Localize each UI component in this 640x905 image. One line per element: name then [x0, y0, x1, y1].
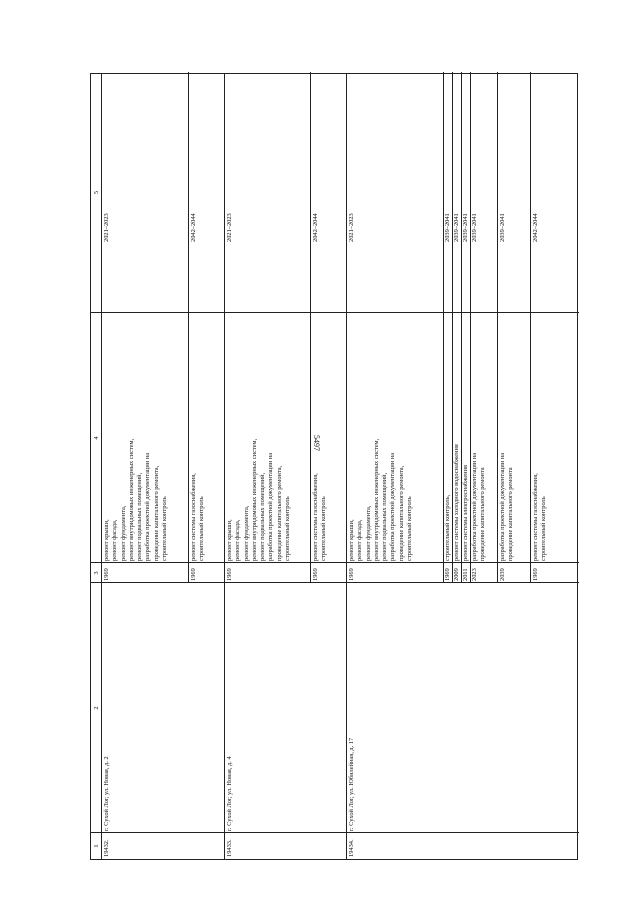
entry-year: 1969: [226, 568, 233, 581]
entry-period: 2021–2023: [103, 213, 110, 242]
entry-period: 2042–2044: [532, 213, 539, 242]
entry-year: 2011: [462, 568, 469, 581]
entry-works: ремонт крыши, ремонт фасада, ремонт фундамента, ремонт внутридомовых инженерных систем, ремонт подвальных помещений, разработка проектной документации на проведение капитального ремонта, строительный контроль: [226, 438, 292, 561]
header-row: [91, 74, 102, 859]
entry-year: 1969: [312, 568, 319, 581]
rotated-page: [90, 73, 578, 860]
header-cell-5: 5: [93, 190, 100, 195]
entry-period: 2039–2041: [471, 213, 478, 242]
entry-works: ремонт крыши, ремонт фасада, ремонт фундамента, ремонт внутридомовых инженерных систем, ремонт подвальных помещений, разработка проектной документации на проведение капитального ремонта, строительный контроль: [103, 438, 169, 561]
entry-period: 2039–2041: [462, 213, 469, 242]
entry-period: 2042–2044: [312, 213, 319, 242]
entry-works: разработка проектной документации на проведение капитального ремонта: [471, 452, 487, 561]
page-number: 5497: [312, 435, 321, 451]
entry-period: 2021–2023: [226, 213, 233, 242]
entry-year: 1969: [103, 568, 110, 581]
entry-works: ремонт системы газоснабжения, строительный контроль: [190, 473, 206, 561]
entry-works: ремонт системы газоснабжения, строительный контроль: [312, 473, 328, 561]
header-cell-1: 1: [93, 844, 100, 848]
row-number: 19432.: [103, 839, 110, 857]
entry-period: 2042–2044: [190, 213, 197, 242]
table-row: [347, 74, 579, 859]
entry-year: 2023: [471, 568, 478, 581]
row-number: 19434.: [348, 839, 355, 857]
entry-year: 1969: [532, 568, 539, 581]
entry-period: 2039–2041: [444, 213, 451, 242]
entry-year: 2039: [499, 568, 506, 581]
entry-period: 2039–2041: [453, 213, 460, 242]
entry-year: 1969: [348, 568, 355, 581]
table-row: [225, 74, 347, 859]
row-address: г. Сухой Лог, ул. Юбилейная, д. 17: [348, 737, 355, 831]
row-number: 19433.: [226, 839, 233, 857]
header-cell-4: 4: [93, 436, 100, 440]
entry-works: ремонт системы газоснабжения, строительный контроль: [532, 473, 548, 561]
repair-schedule-table: [90, 73, 578, 860]
row-address: г. Сухой Лог, ул. Новая, д. 4: [226, 756, 233, 831]
entry-works: ремонт системы холодного водоснабжения: [453, 444, 460, 561]
entry-works: разработка проектной документации на проведение капитального ремонта: [499, 452, 515, 561]
header-cell-3: 3: [93, 571, 100, 575]
entry-period: 2039–2041: [499, 213, 506, 242]
entry-works: ремонт системы электроснабжения: [462, 465, 469, 561]
header-cell-2: 2: [93, 706, 100, 710]
entry-year: 1969: [190, 568, 197, 581]
entry-year: 2009: [453, 568, 460, 581]
entry-year: 1969: [444, 568, 451, 581]
row-address: г. Сухой Лог, ул. Новая, д. 2: [103, 756, 110, 831]
entry-works: строительный контроль,: [444, 494, 451, 561]
entry-period: 2021–2023: [348, 213, 355, 242]
table-row: [102, 74, 225, 859]
entry-works: ремонт крыши, ремонт фасада, ремонт фундамента, ремонт внутридомовых инженерных систем, ремонт подвальных помещений, разработка проектной документации на проведение капитального ремонта, строительный контроль: [348, 438, 414, 561]
